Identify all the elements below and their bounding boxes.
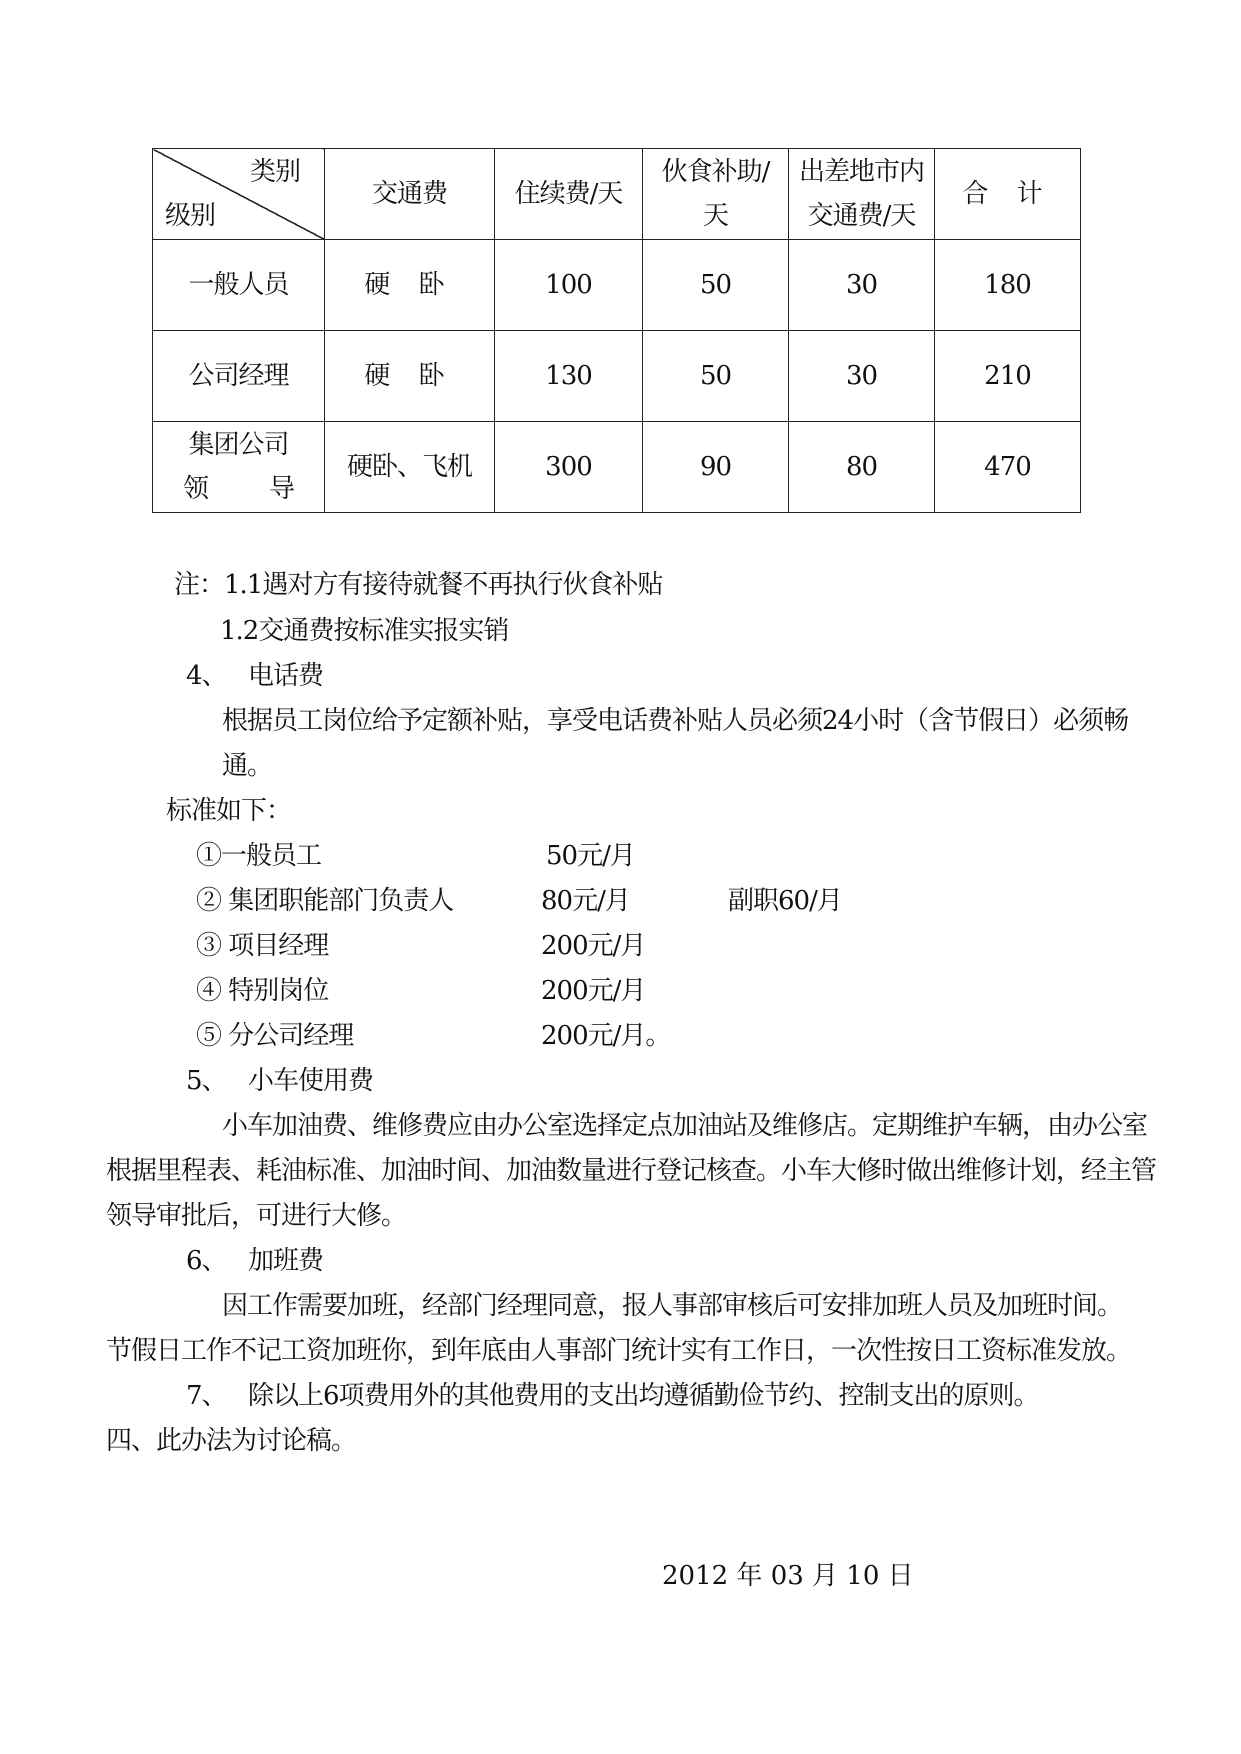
row-level-line2-a: 领 bbox=[183, 474, 209, 504]
row-transport: 硬卧、飞机 bbox=[325, 422, 495, 513]
section6-line2: 节假日工作不记工资加班你，到年底由人事部门统计实有工作日，一次性按日工资标准发放。 bbox=[106, 1336, 1132, 1366]
table-row bbox=[153, 422, 1081, 513]
section4-paragraph-line2: 通。 bbox=[222, 751, 273, 781]
section4-title: 电话费 bbox=[248, 661, 324, 691]
allowance-name: ①一般员工 bbox=[196, 841, 322, 871]
row-level bbox=[153, 422, 325, 513]
allowance-deputy: 副职60/月 bbox=[728, 886, 842, 916]
row-level: 公司经理 bbox=[153, 331, 325, 422]
corner-level-label: 级别 bbox=[165, 201, 216, 231]
row-lodging: 300 bbox=[495, 422, 643, 513]
section7-number: 7、 bbox=[186, 1381, 227, 1411]
section5-title: 小车使用费 bbox=[248, 1066, 374, 1096]
section-four-statement: 四、此办法为讨论稿。 bbox=[106, 1426, 357, 1456]
allowance-amount: 50元/月 bbox=[546, 841, 635, 871]
header-lodging: 住续费/天 bbox=[495, 149, 643, 240]
note-line-1: 注：1.1遇对方有接待就餐不再执行伙食补贴 bbox=[174, 570, 663, 600]
row-meal: 90 bbox=[643, 422, 789, 513]
header-meal-line2: 天 bbox=[702, 201, 728, 231]
allowance-amount: 200元/月。 bbox=[541, 1021, 671, 1051]
header-transport: 交通费 bbox=[325, 149, 495, 240]
allowance-amount: 200元/月 bbox=[541, 931, 646, 961]
section5-number: 5、 bbox=[186, 1066, 227, 1096]
travel-expense-table bbox=[152, 148, 1081, 513]
row-transport: 硬 卧 bbox=[325, 240, 495, 331]
header-local-transport bbox=[789, 149, 935, 240]
table-header-row bbox=[153, 149, 1081, 240]
header-local-line2: 交通费/天 bbox=[807, 201, 916, 231]
row-level-line2 bbox=[153, 467, 324, 511]
section4-number: 4、 bbox=[186, 661, 227, 691]
section7-text: 除以上6项费用外的其他费用的支出均遵循勤俭节约、控制支出的原则。 bbox=[248, 1381, 1039, 1411]
row-meal: 50 bbox=[643, 331, 789, 422]
corner-category-label: 类别 bbox=[249, 157, 300, 187]
header-meal-line1: 伙食补助/ bbox=[661, 157, 770, 187]
row-level: 一般人员 bbox=[153, 240, 325, 331]
section6-number: 6、 bbox=[186, 1246, 227, 1276]
section5-line3: 领导审批后，可进行大修。 bbox=[106, 1201, 407, 1231]
row-lodging: 130 bbox=[495, 331, 643, 422]
table-row bbox=[153, 331, 1081, 422]
document-date: 2012 年 03 月 10 日 bbox=[662, 1561, 914, 1591]
section6-title: 加班费 bbox=[248, 1246, 324, 1276]
section5-line1: 小车加油费、维修费应由办公室选择定点加油站及维修店。定期维护车辆，由办公室 bbox=[222, 1111, 1148, 1141]
section6-line1: 因工作需要加班，经部门经理同意，报人事部审核后可安排加班人员及加班时间。 bbox=[222, 1291, 1123, 1321]
row-local: 80 bbox=[789, 422, 935, 513]
row-level-line2-b: 导 bbox=[268, 474, 294, 504]
note-line-2: 1.2交通费按标准实报实销 bbox=[220, 616, 509, 646]
row-meal: 50 bbox=[643, 240, 789, 331]
allowance-amount: 80元/月 bbox=[541, 886, 630, 916]
section4-paragraph-line1: 根据员工岗位给予定额补贴，享受电话费补贴人员必须24小时（含节假日）必须畅 bbox=[222, 706, 1129, 736]
allowance-amount: 200元/月 bbox=[541, 976, 646, 1006]
allowance-name: ② 集团职能部门负责人 bbox=[196, 886, 454, 916]
allowance-name: ④ 特别岗位 bbox=[196, 976, 329, 1006]
table-corner-cell bbox=[153, 149, 325, 240]
row-level-line1: 集团公司 bbox=[188, 430, 289, 460]
row-transport: 硬 卧 bbox=[325, 331, 495, 422]
row-local: 30 bbox=[789, 331, 935, 422]
header-meal bbox=[643, 149, 789, 240]
header-local-line1: 出差地市内 bbox=[798, 157, 924, 187]
row-total: 180 bbox=[935, 240, 1081, 331]
row-total: 470 bbox=[935, 422, 1081, 513]
section5-line2: 根据里程表、耗油标准、加油时间、加油数量进行登记核查。小车大修时做出维修计划，经主管 bbox=[106, 1156, 1157, 1186]
header-total: 合 计 bbox=[935, 149, 1081, 240]
row-local: 30 bbox=[789, 240, 935, 331]
standard-label: 标准如下： bbox=[166, 796, 292, 826]
allowance-name: ③ 项目经理 bbox=[196, 931, 329, 961]
table-row bbox=[153, 240, 1081, 331]
row-total: 210 bbox=[935, 331, 1081, 422]
allowance-name: ⑤ 分公司经理 bbox=[196, 1021, 354, 1051]
row-lodging: 100 bbox=[495, 240, 643, 331]
